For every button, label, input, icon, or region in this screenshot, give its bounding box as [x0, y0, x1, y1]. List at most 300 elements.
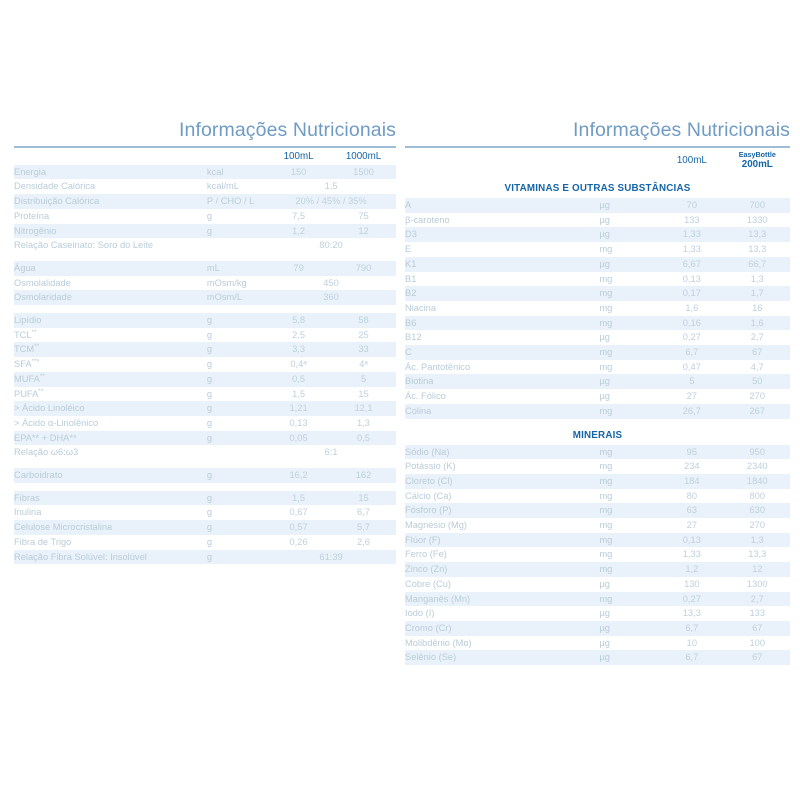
- row-value-secondary: 67: [725, 621, 790, 636]
- row-value-primary: 5: [659, 374, 724, 389]
- table-row: [405, 459, 790, 474]
- row-unit: µg: [599, 636, 659, 651]
- row-unit: µg: [599, 650, 659, 665]
- left-table-header-row: [14, 150, 396, 165]
- row-value-primary: 2,5: [266, 328, 331, 343]
- row-value-primary: 5,8: [266, 313, 331, 328]
- row-value-secondary: 15: [331, 491, 396, 506]
- row-label: > Ácido Linoléico: [14, 401, 207, 416]
- row-label: Zinco (Zn): [405, 562, 599, 577]
- right-panel-title: Informações Nutricionais: [573, 119, 790, 141]
- row-value-secondary: 800: [725, 489, 790, 504]
- table-row: [405, 547, 790, 562]
- table-row: [405, 360, 790, 375]
- row-value-primary: 0,05: [266, 431, 331, 446]
- row-unit: mg: [599, 242, 659, 257]
- row-unit: g: [207, 224, 266, 239]
- row-value-primary: 184: [659, 474, 724, 489]
- row-value-secondary: 1300: [725, 577, 790, 592]
- row-unit: g: [207, 209, 266, 224]
- table-row: [14, 520, 396, 535]
- row-value-primary: 0,26: [266, 535, 331, 550]
- left-panel-title: Informações Nutricionais: [179, 119, 396, 141]
- row-unit: µg: [599, 227, 659, 242]
- row-value-secondary: 75: [331, 209, 396, 224]
- row-label: Sódio (Na): [405, 445, 599, 460]
- right-header-easybottle-volume: 200mL: [741, 159, 773, 170]
- row-label: Carboidrato: [14, 468, 207, 483]
- row-unit: g: [207, 505, 266, 520]
- row-value-primary: 6,7: [659, 621, 724, 636]
- row-value-primary: 0,57: [266, 520, 331, 535]
- row-value-primary: 0,13: [266, 416, 331, 431]
- table-row: [405, 592, 790, 607]
- row-label: Cromo (Cr): [405, 621, 599, 636]
- row-label: Lipídio: [14, 313, 207, 328]
- row-value-primary: 80: [659, 489, 724, 504]
- row-unit: P / CHO / L: [207, 194, 266, 209]
- table-row: [405, 272, 790, 287]
- table-row: [14, 387, 396, 402]
- row-value-merged: 1,5: [266, 179, 396, 194]
- row-unit: g: [207, 416, 266, 431]
- row-value-primary: 0,17: [659, 286, 724, 301]
- row-value-primary: 1,2: [266, 224, 331, 239]
- table-row: [405, 489, 790, 504]
- row-value-primary: 1,21: [266, 401, 331, 416]
- row-label: PUFA**: [14, 387, 207, 402]
- row-value-primary: 130: [659, 577, 724, 592]
- footnote-marker: **: [31, 328, 37, 336]
- table-row: [405, 374, 790, 389]
- row-label: E: [405, 242, 599, 257]
- row-unit: mg: [599, 474, 659, 489]
- row-value-primary: 63: [659, 503, 724, 518]
- row-label: EPA** + DHA**: [14, 431, 207, 446]
- row-unit: g: [207, 342, 266, 357]
- left-title-divider: [14, 146, 396, 148]
- table-row: [405, 301, 790, 316]
- row-unit: mg: [599, 445, 659, 460]
- row-value-secondary: 25: [331, 328, 396, 343]
- row-label: Molibdênio (Mo): [405, 636, 599, 651]
- row-label: MUFA**: [14, 372, 207, 387]
- table-row: [14, 535, 396, 550]
- row-unit: mg: [599, 503, 659, 518]
- row-unit: mg: [599, 533, 659, 548]
- row-value-merged: 6:1: [266, 445, 396, 460]
- row-value-secondary: 66,7: [725, 257, 790, 272]
- row-value-primary: 27: [659, 518, 724, 533]
- row-value-secondary: 1500: [331, 165, 396, 180]
- table-row: [14, 179, 396, 194]
- row-value-primary: 0,5: [266, 372, 331, 387]
- row-value-secondary: 1,3: [331, 416, 396, 431]
- table-row: [405, 621, 790, 636]
- row-value-secondary: 13,3: [725, 227, 790, 242]
- table-row: [405, 257, 790, 272]
- row-unit: [207, 445, 266, 460]
- row-label: Ác. Pantotênico: [405, 360, 599, 375]
- row-value-secondary: 700: [725, 198, 790, 213]
- row-value-secondary: 630: [725, 503, 790, 518]
- row-unit: µg: [599, 213, 659, 228]
- table-row: [405, 636, 790, 651]
- row-value-primary: 0,16: [659, 316, 724, 331]
- row-value-secondary: 12: [725, 562, 790, 577]
- row-value-primary: 1,6: [659, 301, 724, 316]
- table-row: [405, 345, 790, 360]
- row-unit: g: [207, 401, 266, 416]
- table-row: [14, 372, 396, 387]
- table-row: [405, 198, 790, 213]
- table-row: [14, 261, 396, 276]
- row-label: D3: [405, 227, 599, 242]
- table-row: [14, 224, 396, 239]
- row-value-primary: 10: [659, 636, 724, 651]
- row-value-primary: 70: [659, 198, 724, 213]
- row-value-secondary: 15: [331, 387, 396, 402]
- spacer-cell: [405, 419, 790, 426]
- row-unit: µg: [599, 606, 659, 621]
- row-label: Celulose Microcristalina: [14, 520, 207, 535]
- row-value-merged: 80:20: [266, 238, 396, 253]
- row-label: Fibras: [14, 491, 207, 506]
- row-unit: mg: [599, 301, 659, 316]
- row-unit: mg: [599, 489, 659, 504]
- left-header-unit: [207, 150, 266, 165]
- table-row: [14, 550, 396, 565]
- row-unit: mg: [599, 459, 659, 474]
- right-nutrition-table: [405, 150, 790, 665]
- row-unit: mg: [599, 286, 659, 301]
- right-panel: [405, 118, 790, 800]
- row-value-primary: 3,3: [266, 342, 331, 357]
- row-label: Inulina: [14, 505, 207, 520]
- row-unit: g: [207, 313, 266, 328]
- row-label: B12: [405, 330, 599, 345]
- table-row: [14, 194, 396, 209]
- row-value-secondary: 16: [725, 301, 790, 316]
- row-unit: [207, 238, 266, 253]
- row-value-secondary: 2,7: [725, 592, 790, 607]
- row-unit: kcal/mL: [207, 179, 266, 194]
- row-unit: mg: [599, 360, 659, 375]
- row-label: Proteína: [14, 209, 207, 224]
- row-unit: mg: [599, 345, 659, 360]
- row-value-secondary: 133: [725, 606, 790, 621]
- row-label: B6: [405, 316, 599, 331]
- row-label: Distribuição Calórica: [14, 194, 207, 209]
- table-spacer-row: [14, 253, 396, 261]
- footnote-marker: **: [34, 343, 40, 351]
- row-label: Niacina: [405, 301, 599, 316]
- row-value-secondary: 162: [331, 468, 396, 483]
- row-label: Cloreto (Cl): [405, 474, 599, 489]
- row-value-secondary: 58: [331, 313, 396, 328]
- row-unit: µg: [599, 374, 659, 389]
- row-label: B2: [405, 286, 599, 301]
- row-label: > Ácido α-Linolênico: [14, 416, 207, 431]
- row-label: Biotina: [405, 374, 599, 389]
- row-unit: µg: [599, 621, 659, 636]
- table-row: [405, 533, 790, 548]
- table-row: [405, 445, 790, 460]
- right-title-divider: [405, 146, 790, 148]
- row-value-secondary: 100: [725, 636, 790, 651]
- table-row: [14, 357, 396, 372]
- row-value-primary: 7,5: [266, 209, 331, 224]
- row-value-secondary: 1,6: [725, 316, 790, 331]
- row-label: β-caroteno: [405, 213, 599, 228]
- right-header-label: [405, 150, 599, 172]
- row-value-primary: 133: [659, 213, 724, 228]
- left-header-label: [14, 150, 207, 165]
- row-label: Iodo (I): [405, 606, 599, 621]
- row-label: Magnésio (Mg): [405, 518, 599, 533]
- right-header-unit: [599, 150, 659, 172]
- row-value-secondary: 33: [331, 342, 396, 357]
- row-label: A: [405, 198, 599, 213]
- row-unit: g: [207, 387, 266, 402]
- right-header-easybottle-sub: EasyBottle: [738, 150, 776, 159]
- row-unit: g: [207, 372, 266, 387]
- table-row: [14, 491, 396, 506]
- row-label: Flúor (F): [405, 533, 599, 548]
- row-value-secondary: 1330: [725, 213, 790, 228]
- row-unit: µg: [599, 389, 659, 404]
- row-label: Selênio (Se): [405, 650, 599, 665]
- table-row: [405, 286, 790, 301]
- row-label: B1: [405, 272, 599, 287]
- row-value-secondary: 0,5: [331, 431, 396, 446]
- row-value-primary: 0,67: [266, 505, 331, 520]
- table-row: [405, 213, 790, 228]
- left-panel: [14, 118, 396, 800]
- row-label: Relação ω6:ω3: [14, 445, 207, 460]
- row-unit: kcal: [207, 165, 266, 180]
- row-value-secondary: 2340: [725, 459, 790, 474]
- row-unit: g: [207, 468, 266, 483]
- row-value-secondary: 13,3: [725, 242, 790, 257]
- row-value-secondary: 1,3: [725, 272, 790, 287]
- row-label: Manganês (Mn): [405, 592, 599, 607]
- row-value-secondary: 267: [725, 404, 790, 419]
- row-value-secondary: 270: [725, 518, 790, 533]
- row-value-primary: 1,33: [659, 547, 724, 562]
- section-spacer-row: [405, 419, 790, 426]
- spacer-cell: [14, 253, 396, 261]
- left-header-100ml: 100mL: [283, 151, 314, 162]
- row-value-secondary: 67: [725, 345, 790, 360]
- table-row: [14, 209, 396, 224]
- row-label: Osmolaridade: [14, 290, 207, 305]
- row-unit: µg: [599, 577, 659, 592]
- row-value-merged: 360: [266, 290, 396, 305]
- row-label: C: [405, 345, 599, 360]
- row-value-secondary: 4ᵃ: [331, 357, 396, 372]
- row-label: Nitrogênio: [14, 224, 207, 239]
- row-value-secondary: 13,3: [725, 547, 790, 562]
- row-value-secondary: 67: [725, 650, 790, 665]
- row-value-primary: 1,33: [659, 242, 724, 257]
- table-row: [405, 562, 790, 577]
- row-unit: mg: [599, 272, 659, 287]
- section-spacer-row: [405, 172, 790, 179]
- row-label: Fibra de Trigo: [14, 535, 207, 550]
- row-label: K1: [405, 257, 599, 272]
- section-heading-label: VITAMINAS E OUTRAS SUBSTÂNCIAS: [405, 179, 790, 198]
- footnote-marker: **ᵃ: [31, 358, 40, 366]
- row-value-primary: 26,7: [659, 404, 724, 419]
- row-value-secondary: 2,6: [331, 535, 396, 550]
- row-label: Potássio (K): [405, 459, 599, 474]
- table-row: [14, 416, 396, 431]
- table-row: [405, 650, 790, 665]
- row-value-primary: 0,47: [659, 360, 724, 375]
- table-row: [14, 342, 396, 357]
- spacer-cell: [14, 305, 396, 313]
- row-unit: µg: [599, 198, 659, 213]
- table-row: [14, 505, 396, 520]
- row-value-primary: 150: [266, 165, 331, 180]
- row-value-primary: 0,13: [659, 272, 724, 287]
- row-value-secondary: 2,7: [725, 330, 790, 345]
- row-value-primary: 1,5: [266, 491, 331, 506]
- row-unit: mL: [207, 261, 266, 276]
- row-value-primary: 234: [659, 459, 724, 474]
- table-spacer-row: [14, 460, 396, 468]
- table-row: [405, 389, 790, 404]
- row-value-merged: 20% / 45% / 35%: [266, 194, 396, 209]
- row-value-primary: 1,2: [659, 562, 724, 577]
- right-table-header-row: [405, 150, 790, 172]
- table-row: [14, 468, 396, 483]
- row-value-primary: 0,4ᵃ: [266, 357, 331, 372]
- row-unit: mg: [599, 547, 659, 562]
- right-table-body: [405, 172, 790, 665]
- footnote-marker: **: [39, 372, 45, 380]
- row-label: Energia: [14, 165, 207, 180]
- row-label: Relação Fibra Solúvel: Insolúvel: [14, 550, 207, 565]
- row-value-primary: 79: [266, 261, 331, 276]
- spacer-cell: [14, 460, 396, 468]
- table-row: [405, 404, 790, 419]
- row-value-secondary: 12: [331, 224, 396, 239]
- table-row: [14, 165, 396, 180]
- row-unit: g: [207, 431, 266, 446]
- row-label: TCM**: [14, 342, 207, 357]
- row-value-merged: 450: [266, 276, 396, 291]
- row-value-secondary: 1,7: [725, 286, 790, 301]
- row-unit: mg: [599, 562, 659, 577]
- row-label: Fósforo (P): [405, 503, 599, 518]
- row-value-merged: 61:39: [266, 550, 396, 565]
- row-value-secondary: 790: [331, 261, 396, 276]
- row-unit: g: [207, 491, 266, 506]
- row-value-primary: 1,5: [266, 387, 331, 402]
- row-value-primary: 0,27: [659, 592, 724, 607]
- row-unit: g: [207, 520, 266, 535]
- row-value-secondary: 1840: [725, 474, 790, 489]
- row-value-primary: 6,7: [659, 345, 724, 360]
- section-heading-row: [405, 426, 790, 445]
- row-value-primary: 0,13: [659, 533, 724, 548]
- row-unit: µg: [599, 330, 659, 345]
- row-unit: mOsm/L: [207, 290, 266, 305]
- row-value-secondary: 270: [725, 389, 790, 404]
- left-header-1000ml: 1000mL: [345, 151, 382, 162]
- row-label: Água: [14, 261, 207, 276]
- row-unit: mg: [599, 592, 659, 607]
- table-row: [14, 401, 396, 416]
- row-value-secondary: 50: [725, 374, 790, 389]
- row-label: Osmolalidade: [14, 276, 207, 291]
- row-label: Ác. Fólico: [405, 389, 599, 404]
- row-value-primary: 0,27: [659, 330, 724, 345]
- row-value-secondary: 5,7: [331, 520, 396, 535]
- table-row: [14, 276, 396, 291]
- row-label: TCL**: [14, 328, 207, 343]
- table-spacer-row: [14, 305, 396, 313]
- row-value-primary: 27: [659, 389, 724, 404]
- table-row: [405, 577, 790, 592]
- table-row: [14, 290, 396, 305]
- row-value-secondary: 12,1: [331, 401, 396, 416]
- row-value-secondary: 1,3: [725, 533, 790, 548]
- row-value-primary: 13,3: [659, 606, 724, 621]
- row-value-primary: 95: [659, 445, 724, 460]
- left-nutrition-table: [14, 150, 396, 564]
- spacer-cell: [405, 172, 790, 179]
- table-row: [14, 445, 396, 460]
- section-heading-row: [405, 179, 790, 198]
- row-value-primary: 16,2: [266, 468, 331, 483]
- row-unit: g: [207, 328, 266, 343]
- table-row: [405, 503, 790, 518]
- row-value-primary: 6,67: [659, 257, 724, 272]
- row-value-primary: 6,7: [659, 650, 724, 665]
- table-row: [405, 316, 790, 331]
- table-row: [14, 431, 396, 446]
- right-header-100ml: 100mL: [676, 154, 707, 166]
- table-row: [405, 227, 790, 242]
- row-unit: mOsm/kg: [207, 276, 266, 291]
- row-unit: g: [207, 550, 266, 565]
- row-value-secondary: 6,7: [331, 505, 396, 520]
- table-row: [14, 328, 396, 343]
- row-unit: µg: [599, 257, 659, 272]
- table-row: [405, 606, 790, 621]
- row-unit: g: [207, 535, 266, 550]
- row-label: Cobre (Cu): [405, 577, 599, 592]
- row-label: Relação Caseinato: Soro do Leite: [14, 238, 207, 253]
- table-row: [405, 330, 790, 345]
- row-unit: mg: [599, 518, 659, 533]
- row-label: Ferro (Fe): [405, 547, 599, 562]
- spacer-cell: [14, 483, 396, 491]
- row-label: Cálcio (Ca): [405, 489, 599, 504]
- row-value-primary: 1,33: [659, 227, 724, 242]
- row-value-secondary: 5: [331, 372, 396, 387]
- table-spacer-row: [14, 483, 396, 491]
- table-row: [405, 474, 790, 489]
- row-unit: mg: [599, 316, 659, 331]
- row-value-secondary: 950: [725, 445, 790, 460]
- table-row: [405, 518, 790, 533]
- table-row: [14, 313, 396, 328]
- row-value-secondary: 4,7: [725, 360, 790, 375]
